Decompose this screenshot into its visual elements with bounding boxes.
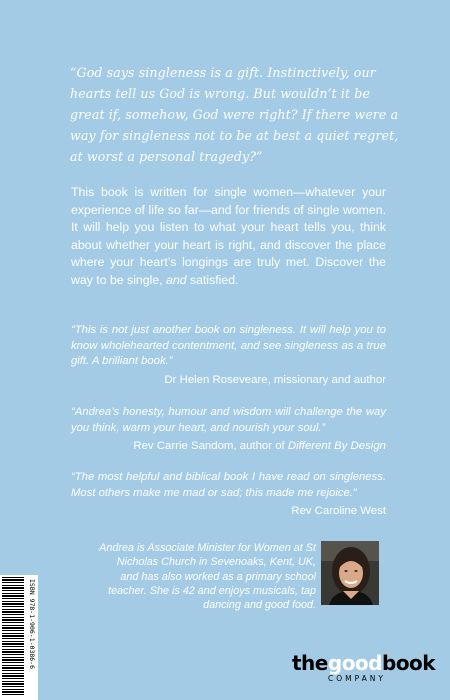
main-quote: “God says singleness is a gift. Instinctively, our hearts tell us God is wrong. But wouldn’t it be great if, somehow, God were right? If there were a way for singleness not to be at best a quiet regret, at worst a personal tragedy?”	[70, 65, 399, 164]
endorsement	[71, 405, 386, 455]
publisher-name	[292, 651, 436, 675]
publisher-name-part: good	[327, 651, 382, 675]
endorsement-quote: “Andrea’s honesty, humour and wisdom will challenge the way you think, warm your heart, and nourish your soul.”	[71, 406, 386, 434]
isbn-number: ISBN 978-1-906-1-0386-6	[28, 579, 36, 670]
attribution-name: Rev Carrie Sandom, author of	[133, 440, 288, 452]
publisher-logo	[292, 651, 436, 684]
description-text: This book is written for single women—whatever your experience of life so far—and for friends of single women. It will help you listen to what your heart tells you, think about whether your heart is right, and discover the place where your heart’s longings are truly met. Discover the way to be single,	[71, 185, 386, 287]
publisher-subtitle: COMPANY	[328, 674, 386, 683]
publisher-name-part: book	[382, 651, 436, 675]
attribution-book-title: Different By Design	[287, 440, 386, 452]
isbn-barcode	[0, 575, 38, 700]
description-text-end: satisfied.	[186, 272, 239, 287]
barcode-bars	[2, 577, 24, 695]
endorsement-quote: “This is not just another book on singleness. It will help you to know wholehearted contentment, and see singleness as a true gift. A brilliant book.”	[71, 324, 386, 367]
endorsement	[71, 323, 386, 388]
endorsement-attribution: Dr Helen Roseveare, missionary and author	[164, 373, 386, 386]
description-emphasis: and	[166, 272, 187, 287]
endorsement	[71, 470, 386, 520]
author-bio: Andrea is Associate Minister for Women at St Nicholas Church in Sevenoaks, Kent, UK, and has also worked as a primary school teacher. She is 42 and enjoys musicals, tap dancing and good food.	[99, 542, 316, 612]
book-description	[71, 184, 386, 289]
endorsement-attribution: Rev Caroline West	[291, 505, 386, 517]
endorsement-quote: “The most helpful and biblical book I have read on singleness. Most others make me mad or sad; this made me rejoice.”	[71, 471, 386, 499]
publisher-name-part: the	[292, 651, 328, 675]
endorsement-attribution	[71, 439, 386, 455]
author-portrait-image	[321, 541, 379, 605]
author-photo	[321, 541, 379, 605]
